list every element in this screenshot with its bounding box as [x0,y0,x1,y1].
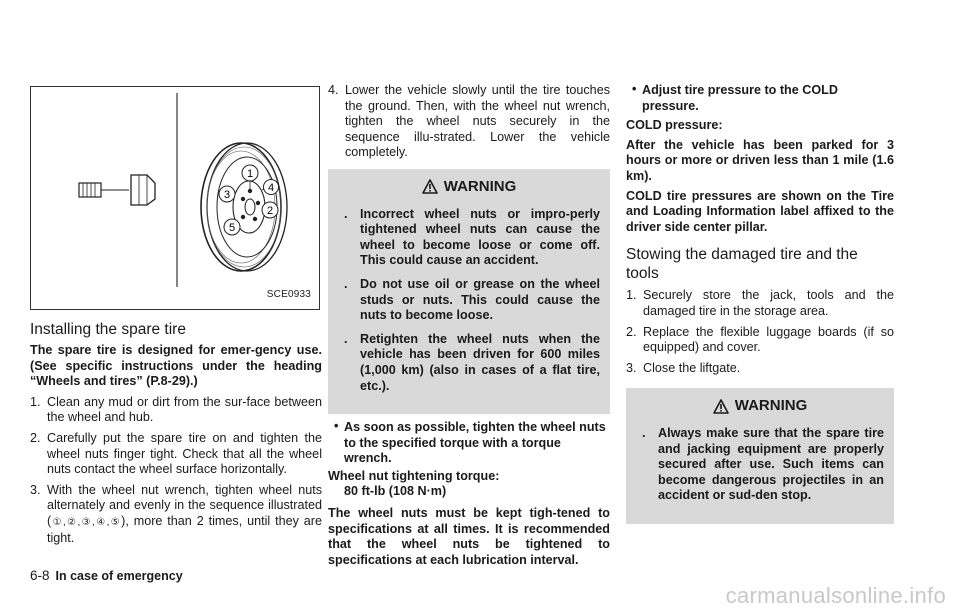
step-3: 3. With the wheel nut wrench, tighten wheel nuts alternately and evenly in the sequence illustrated (①,②,③,④,⑤), more than 2 times, until they are tight. [30,482,323,545]
section-heading-installing: Installing the spare tire [30,321,186,338]
warning-item: . Incorrect wheel nuts or impro-perly tightened wheel nuts can cause the wheel to become loose or come off. This could cause an accident. [344,206,600,268]
warning-item: . Retighten the wheel nuts when the vehicle has been driven for 600 miles (1,000 km) (also in cases of a flat tire, etc.). [344,331,600,393]
wheel-illustration [31,87,319,309]
page-footer [30,568,183,583]
warning-box-1 [328,169,610,414]
warning-item: . Always make sure that the spare tire and jacking equipment are properly secured after use. Such items can become dangerous projectiles in an accident or sud-den stop. [642,425,884,503]
callout-1: 1 [246,168,254,180]
stow-step-3: 3. Close the liftgate. [626,360,741,375]
cold-pressure-label: COLD pressure: [626,118,723,133]
watermark: carmanualsonline.info [725,583,946,608]
column-1 [30,86,322,546]
intro-note: The spare tire is designed for emer-gency use. (See specific instructions under the heading “Wheels and tires” (P.8-29).) [30,343,322,389]
warning-triangle-icon [422,179,438,194]
cold-pressure-note: COLD tire pressures are shown on the Tire and Loading Information label affixed to the driver side center pillar. [626,188,894,234]
callout-3: 3 [223,189,231,201]
warning-item: . Do not use oil or grease on the wheel studs or nuts. This could cause the nuts to become loose. [344,276,600,323]
figure-code: SCE0933 [266,289,311,301]
page-number: 6-8 [30,568,50,583]
warning-box-2 [626,388,894,524]
footer-section: In case of emergency [55,569,183,583]
pressure-bullet: • Adjust tire pressure to the COLD pressure. [632,82,838,113]
warning-triangle-icon [713,399,729,414]
step-2: 2. Carefully put the spare tire on and tighten the wheel nuts finger tight. Check that all the wheel nuts contact the wheel surface horizontally. [30,430,322,477]
section-heading-stowing: Stowing the damaged tire and the tools [626,246,858,283]
cold-pressure-definition: After the vehicle has been parked for 3 hours or more or driven less than 1 mile (1.6 km). [626,137,894,183]
warning-title-1: WARNING [338,179,600,195]
step-1: 1. Clean any mud or dirt from the sur-face between the wheel and hub. [30,394,322,425]
column-2 [328,83,610,568]
callout-2: 2 [266,205,274,217]
callout-5: 5 [228,222,236,234]
torque-value: 80 ft-lb (108 N·m) [344,484,447,499]
sequence-callouts: ①,②,③,④,⑤ [51,516,122,528]
column-3 [626,83,894,524]
warning-title-2: WARNING [636,398,884,414]
stow-step-1: 1. Securely store the jack, tools and the damaged tire in the storage area. [626,288,894,318]
torque-label: Wheel nut tightening torque: [328,468,500,483]
callout-4: 4 [267,182,275,194]
stow-step-2: 2. Replace the flexible luggage boards (if so equipped) and cover. [626,324,894,355]
step-4: 4. Lower the vehicle slowly until the tire touches the ground. Then, with the wheel nut wrench, tighten the wheel nuts securely in the sequence illu-strated. Lower the vehicle completely. [328,83,610,160]
torque-note: The wheel nuts must be kept tigh-tened to specifications at all times. It is recommended that the wheel nuts be tightened to specifications at each lubrication interval. [328,506,610,567]
torque-bullet: • As soon as possible, tighten the wheel nuts to the specified torque with a torque wrench. [334,419,606,466]
wheel-nut-figure [30,86,320,310]
